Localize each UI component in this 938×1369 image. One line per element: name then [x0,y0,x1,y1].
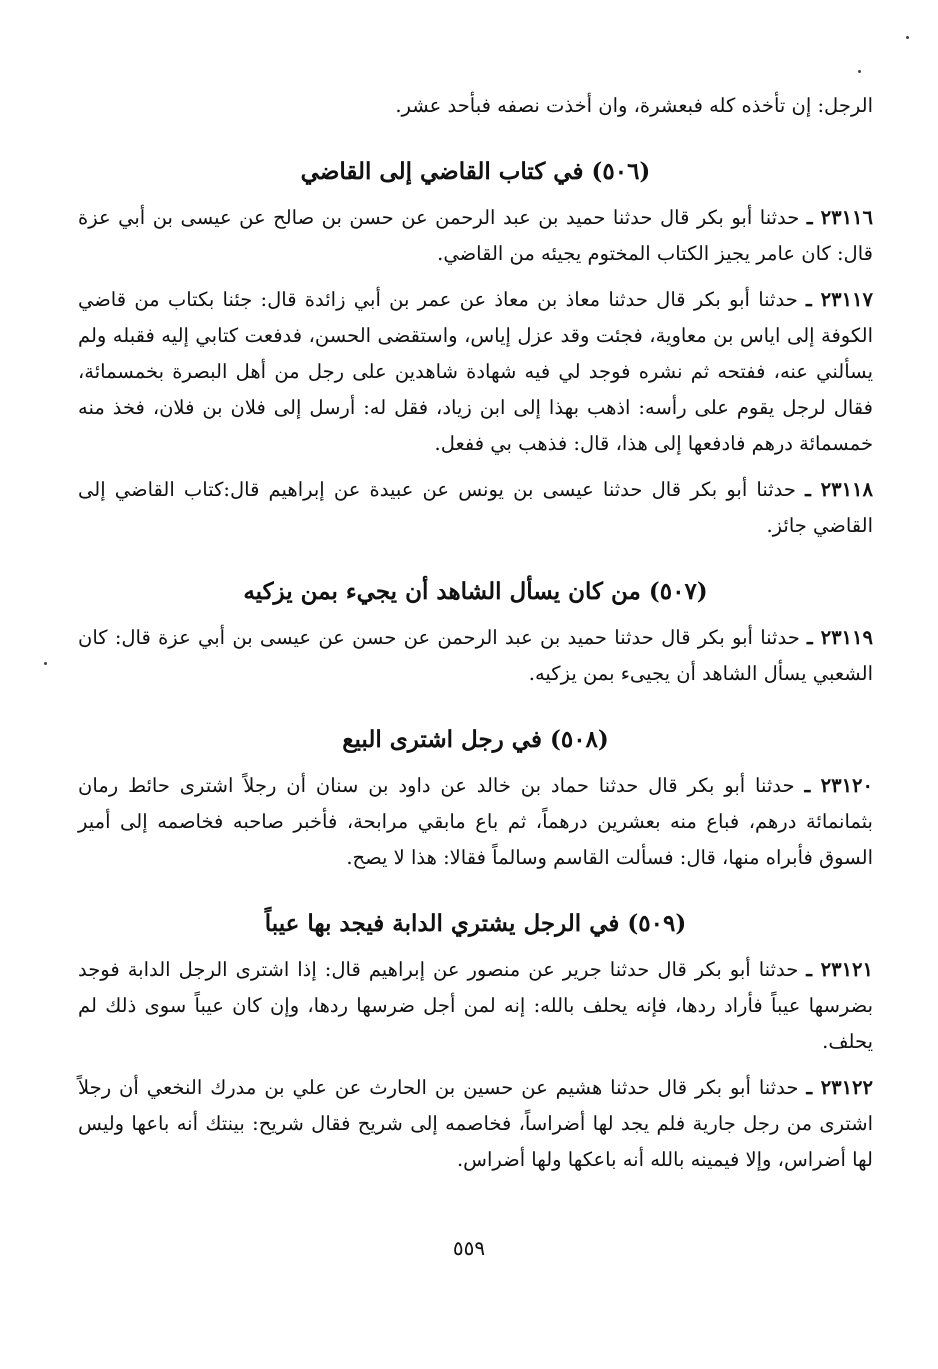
scan-speck [858,70,861,73]
hadith-number: ٢٣١١٩ ـ [807,626,873,649]
hadith-number: ٢٣١٢٢ ـ [806,1076,873,1099]
hadith-23117 [78,282,873,462]
hadith-number: ٢٣١١٨ ـ [805,478,873,501]
hadith-text: حدثنا أبو بكر قال حدثنا جرير عن منصور عن إبراهيم قال: إذا اشترى الرجل الدابة فوجد بضرسها عيباً فأراد ردها، فإنه يحلف بالله: إنه لمن أجل ضرسها ردها، وإن كان عيباً سوى ذلك لم يحلف. [78,958,873,1053]
page-number: ٥٥٩ [452,1236,486,1260]
hadith-text: حدثنا أبو بكر قال حدثنا عيسى بن يونس عن عبيدة عن إبراهيم قال:كتاب القاضي إلى القاضي جائز. [78,478,873,537]
hadith-23119 [78,620,873,692]
hadith-text: حدثنا أبو بكر قال حدثنا حميد بن عبد الرحمن عن حسن عن عيسى بن أبي عزة قال: كان الشعبي يسأل الشاهد أن يجيىء بمن يزكيه. [78,626,873,685]
hadith-23122 [78,1070,873,1178]
page-body [78,88,873,1178]
scan-speck [906,36,909,39]
hadith-23120 [78,768,873,876]
section-heading-507: (٥٠٧) من كان يسأل الشاهد أن يجيء بمن يزكيه [243,578,708,605]
hadith-number: ٢٣١٢٠ ـ [804,774,873,797]
hadith-23116 [78,200,873,272]
hadith-number: ٢٣١١٦ ـ [806,206,873,229]
hadith-23121 [78,952,873,1060]
section-heading-506: (٥٠٦) في كتاب القاضي إلى القاضي [300,158,651,185]
section-heading-509: (٥٠٩) في الرجل يشتري الدابة فيجد بها عيباً [264,910,687,937]
intro-paragraph: الرجل: إن تأخذه كله فبعشرة، وان أخذت نصفه فبأحد عشر. [395,94,873,117]
hadith-text: حدثنا أبو بكر قال حدثنا معاذ بن معاذ عن عمر بن أبي زائدة قال: جئنا بكتاب من قاضي الكوفة إلى اياس بن معاوية، فجئت وقد عزل إياس، واستقضى الحسن، فدفعت كتابي إليه فقبله ولم يسألني عنه، ففتحه ثم نشره فوجد لي فيه شهادة شاهدين على رجل من أهل البصرة بخمسمائة، فقال لرجل يقوم على رأسه: اذهب بهذا إلى ابن زياد، فقل له: أرسل إلى فلان بن فلان، فخذ منه خمسمائة درهم فادفعها إلى هذا، قال: فذهب بي ففعل. [78,288,873,455]
hadith-text: حدثنا أبو بكر قال حدثنا حميد بن عبد الرحمن عن حسن بن صالح عن عيسى بن أبي عزة قال: كان عامر يجيز الكتاب المختوم يجيئه من القاضي. [78,206,873,265]
section-heading-508: (٥٠٨) في رجل اشترى البيع [342,726,609,753]
hadith-text: حدثنا أبو بكر قال حدثنا حماد بن خالد عن داود بن سنان أن رجلاً اشترى حائط رمان بثمانمائة درهم، فباع منه بعشرين درهماً، ثم باع مابقي مرابحة، فأخبر صاحبه فخاصمه إلى أمير السوق فأبراه منها، قال: فسألت القاسم وسالماً فقالا: هذا لا يصح. [78,774,873,869]
hadith-number: ٢٣١٢١ ـ [806,958,873,981]
scan-speck [44,662,47,665]
hadith-number: ٢٣١١٧ ـ [806,288,873,311]
hadith-23118 [78,472,873,544]
hadith-text: حدثنا أبو بكر قال حدثنا هشيم عن حسين بن الحارث عن علي بن مدرك النخعي أن رجلاً اشترى من رجل جارية فلم يجد لها أضراساً، فخاصمه إلى شريح فقال شريح: بينتك أنه باعها وليس لها أضراس، وإلا فيمينه بالله أنه باعكها ولها أضراس. [78,1076,873,1171]
